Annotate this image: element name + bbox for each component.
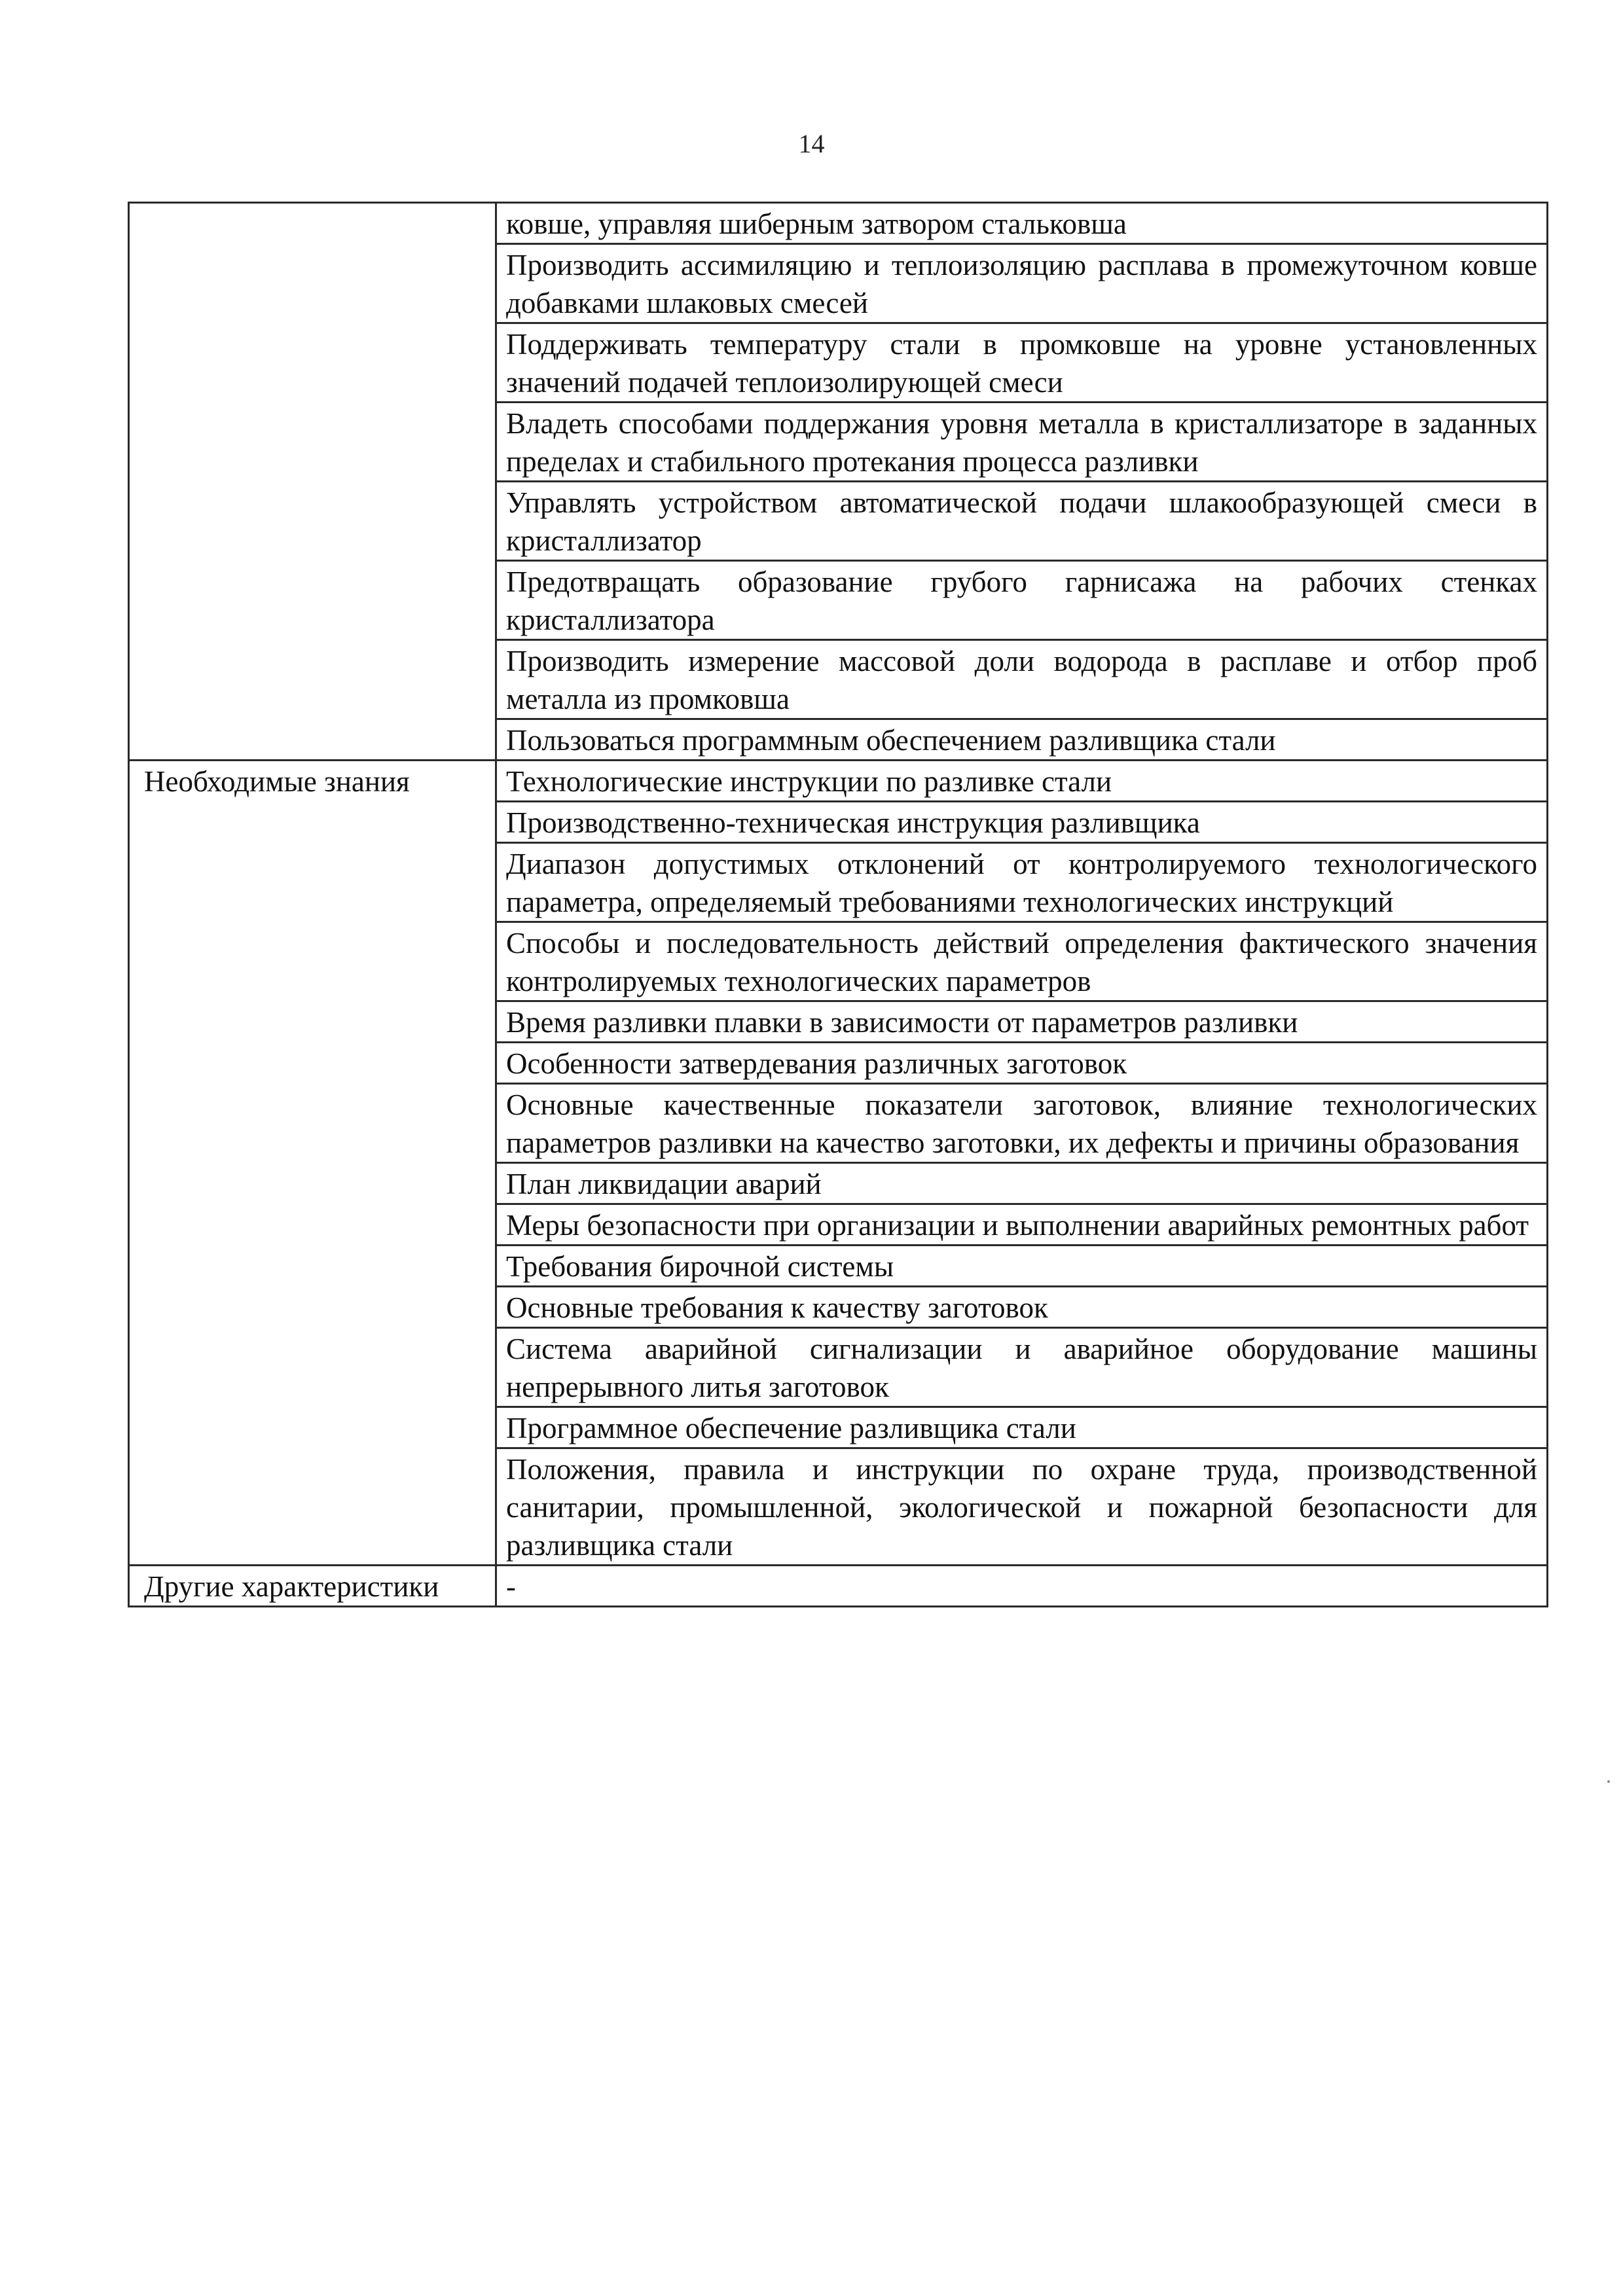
knowledge-item: Программное обеспечение разливщика стали — [496, 1407, 1548, 1448]
knowledge-item: План ликвидации аварий — [496, 1163, 1548, 1204]
knowledge-item: Система аварийной сигнализации и аварийное оборудование машины непрерывного литья заготовок — [496, 1328, 1548, 1407]
skill-item: Владеть способами поддержания уровня металла в кристаллизаторе в заданных пределах и стабильного протекания процесса разливки — [496, 403, 1548, 482]
skill-item: Производить измерение массовой доли водорода в расплаве и отбор проб металла из промковша — [496, 640, 1548, 719]
knowledge-item: Время разливки плавки в зависимости от параметров разливки — [496, 1001, 1548, 1043]
knowledge-item: Технологические инструкции по разливке стали — [496, 761, 1548, 802]
skill-item: Предотвращать образование грубого гарнисажа на рабочих стенках кристаллизатора — [496, 561, 1548, 640]
knowledge-item: Диапазон допустимых отклонений от контролируемого технологического параметра, определяемый требованиями технологических инструкций — [496, 843, 1548, 922]
other-characteristics-value: - — [496, 1566, 1548, 1607]
other-characteristics-label: Другие характеристики — [129, 1566, 496, 1607]
skills-label-cell-continued — [129, 203, 496, 761]
skill-item: Поддерживать температуру стали в промковше на уровне установленных значений подачей теплоизолирующей смеси — [496, 323, 1548, 403]
qualification-table — [128, 202, 1548, 1607]
skill-item: Пользоваться программным обеспечением разливщика стали — [496, 719, 1548, 761]
knowledge-item: Требования бирочной системы — [496, 1246, 1548, 1287]
skill-item: Производить ассимиляцию и теплоизоляцию расплава в промежуточном ковше добавками шлаковых смесей — [496, 244, 1548, 323]
scan-artifact-dot — [1607, 1780, 1610, 1783]
page-number: 14 — [798, 129, 825, 158]
knowledge-item: Способы и последовательность действий определения фактического значения контролируемых технологических параметров — [496, 922, 1548, 1001]
knowledge-item: Производственно-техническая инструкция разливщика — [496, 802, 1548, 843]
knowledge-item: Основные качественные показатели заготовок, влияние технологических параметров разливки на качество заготовки, их дефекты и причины образования — [496, 1084, 1548, 1163]
table-row — [129, 761, 1548, 802]
knowledge-item: Меры безопасности при организации и выполнении аварийных ремонтных работ — [496, 1204, 1548, 1246]
knowledge-item: Положения, правила и инструкции по охране труда, производственной санитарии, промышленной, экологической и пожарной безопасности для разливщика стали — [496, 1448, 1548, 1566]
knowledge-label: Необходимые знания — [129, 761, 496, 1566]
skill-item: ковше, управляя шиберным затвором стальковша — [496, 203, 1548, 244]
skill-item: Управлять устройством автоматической подачи шлакообразующей смеси в кристаллизатор — [496, 482, 1548, 561]
knowledge-item: Особенности затвердевания различных заготовок — [496, 1043, 1548, 1084]
knowledge-item: Основные требования к качеству заготовок — [496, 1287, 1548, 1328]
table-row — [129, 203, 1548, 244]
table-row — [129, 1566, 1548, 1607]
